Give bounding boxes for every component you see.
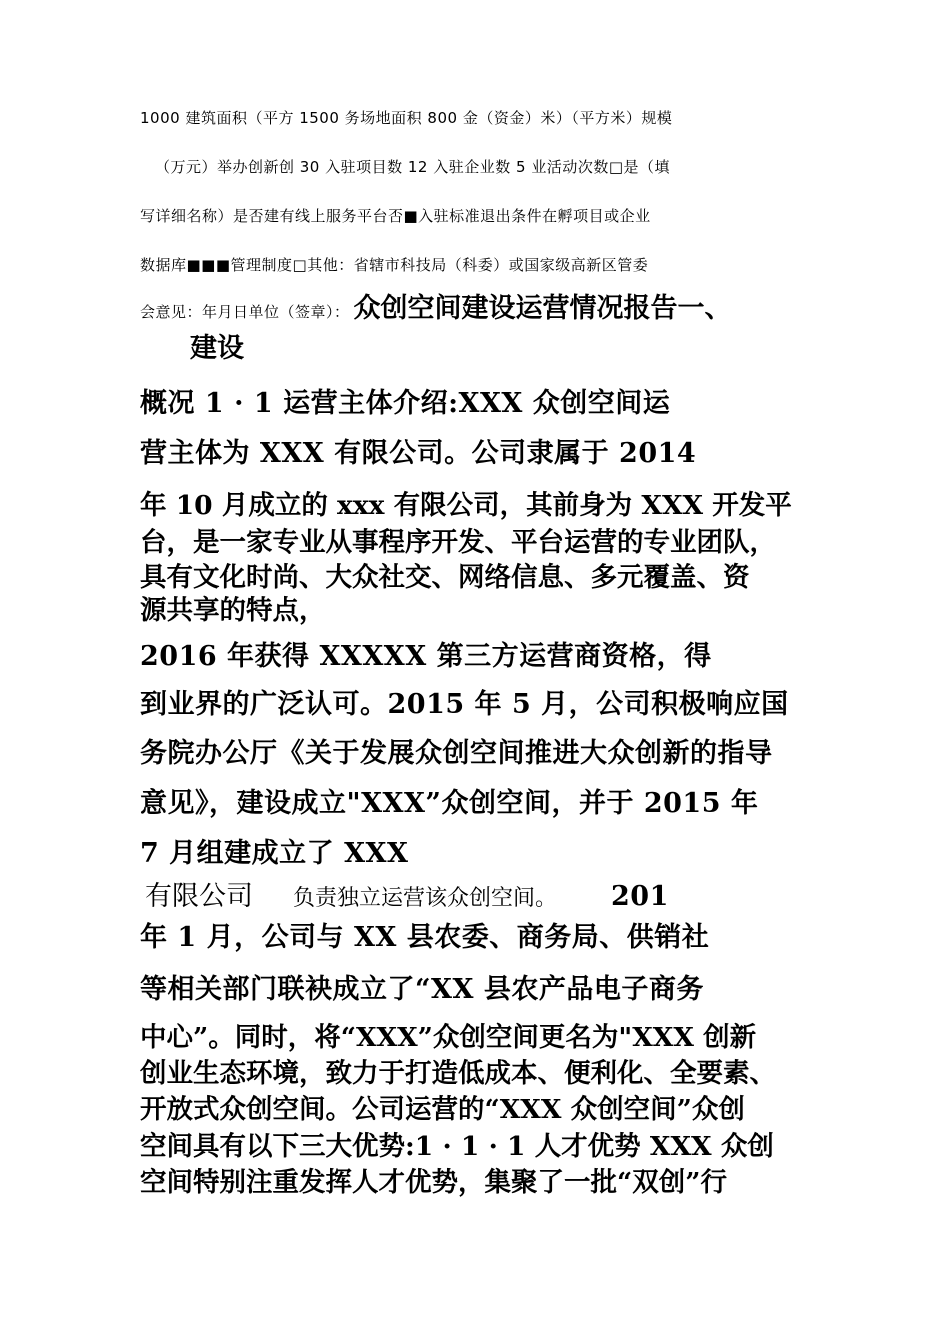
mixed-text-3: 201 bbox=[611, 881, 669, 912]
form-line-4: 数据库■■■管理制度□其他：省辖市科技局（科委）或国家级高新区管委 bbox=[140, 256, 649, 274]
form-line-2: （万元）举办创新创 30 入驻项目数 12 入驻企业数 5 业活动次数□是（填 bbox=[155, 158, 671, 176]
body-line-12 bbox=[145, 874, 669, 913]
body-line-16: 创业生态环境，致力于打造低成本、便利化、全要素、 bbox=[140, 1058, 776, 1089]
body-line-17: 开放式众创空间。公司运营的“XXX 众创空间”众创 bbox=[140, 1094, 745, 1125]
body-line-6: 源共享的特点， bbox=[140, 595, 326, 626]
body-line-18: 空间具有以下三大优势:1 · 1 · 1 人才优势 XXX 众创 bbox=[140, 1131, 774, 1162]
body-line-14: 等相关部门联袂成立了“XX 县农产品电子商务 bbox=[140, 974, 704, 1005]
body-line-1: 概况 1 · 1 运营主体介绍:XXX 众创空间运 bbox=[140, 388, 671, 419]
body-line-3: 年 10 月成立的 xxx 有限公司，其前身为 XXX 开发平 bbox=[140, 490, 792, 521]
form-line-3: 写详细名称）是否建有线上服务平台否■入驻标准退出条件在孵项目或企业 bbox=[140, 207, 651, 225]
body-line-9: 务院办公厅《关于发展众创空间推进大众创新的指导 bbox=[140, 738, 773, 769]
mixed-text-2: 负责独立运营该众创空间。 bbox=[293, 886, 558, 911]
sign-line: 会意见：年月日单位（签章）： bbox=[140, 303, 350, 321]
form-line-1: 1000 建筑面积（平方 1500 务场地面积 800 金（资金）米）（平方米）规模 bbox=[140, 109, 673, 127]
body-line-19: 空间特别注重发挥人才优势，集聚了一批“双创”行 bbox=[140, 1167, 727, 1198]
body-line-5: 具有文化时尚、大众社交、网络信息、多元覆盖、资 bbox=[140, 562, 750, 593]
body-line-13: 年 1 月，公司与 XX 县农委、商务局、供销社 bbox=[140, 922, 710, 953]
body-line-8: 到业界的广泛认可。2015 年 5 月，公司积极响应国 bbox=[140, 689, 789, 720]
body-line-2: 营主体为 XXX 有限公司。公司隶属于 2014 bbox=[140, 438, 697, 469]
body-line-4: 台，是一家专业从事程序开发、平台运营的专业团队， bbox=[140, 527, 776, 558]
body-line-11: 7 月组建成立了 XXX bbox=[140, 838, 409, 869]
title-row bbox=[140, 286, 732, 325]
body-line-10: 意见》，建设成立"XXX”众创空间，并于 2015 年 bbox=[140, 788, 759, 819]
report-title-cont: 建设 bbox=[190, 333, 244, 364]
body-line-15: 中心”。同时，将“XXX”众创空间更名为"XXX 创新 bbox=[140, 1022, 757, 1053]
mixed-text-1: 有限公司 bbox=[145, 881, 253, 912]
body-line-7: 2016 年获得 XXXXX 第三方运营商资格，得 bbox=[140, 641, 712, 672]
report-title: 众创空间建设运营情况报告一、 bbox=[353, 293, 732, 324]
